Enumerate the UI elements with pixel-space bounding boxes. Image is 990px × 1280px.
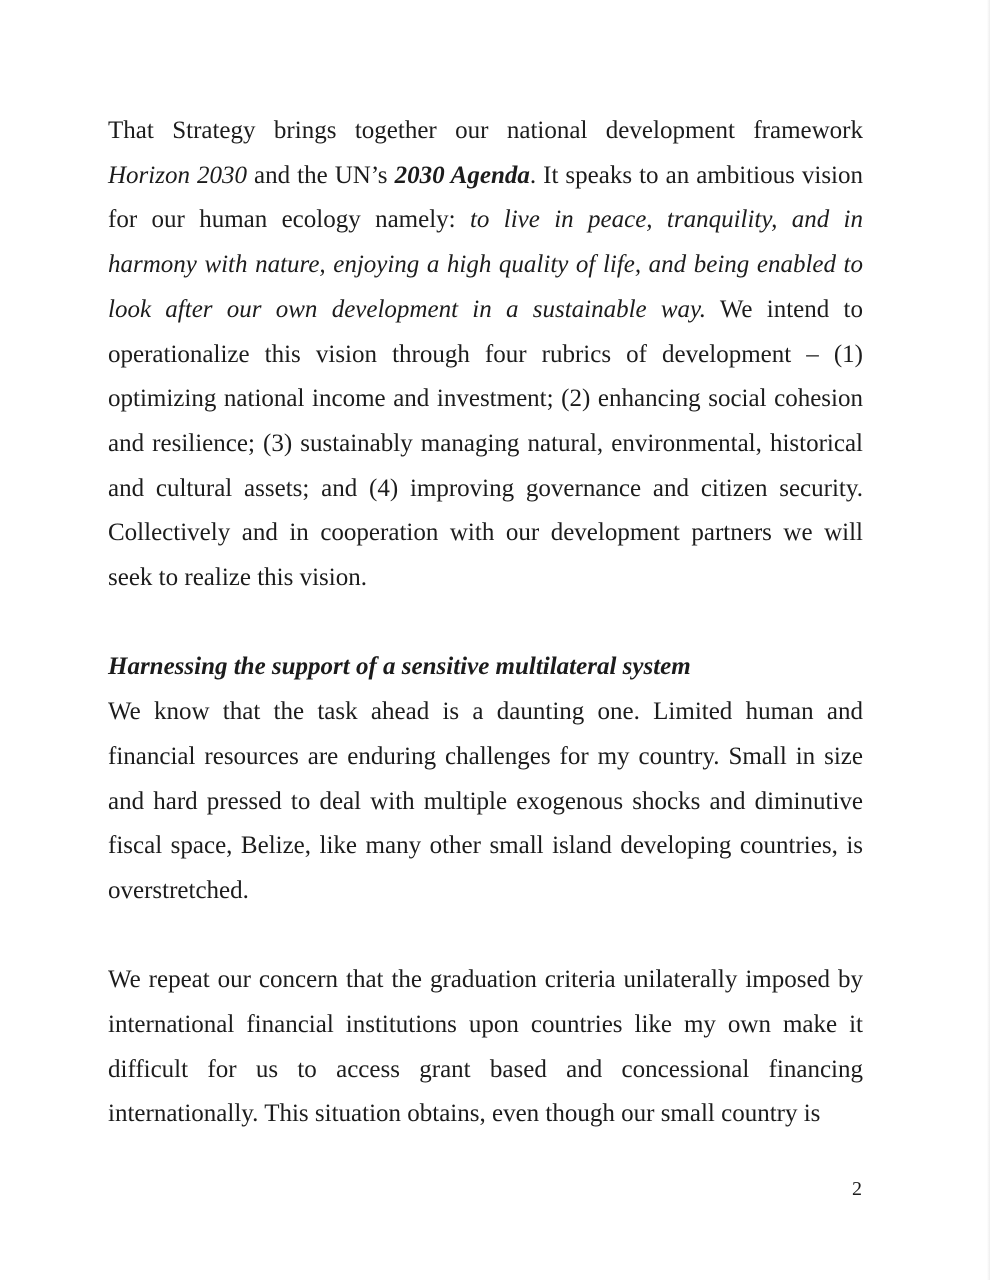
text-run: We intend to operationalize this vision through four rubrics of development – (1) optimizing national income and investment; (2) enhancing social cohesion and resilience; (3) sustainably managing natural, environmental, historical and cultural assets; and (4) improving governance and citizen security. Collectively and in cooperation with our development partners we will seek to realize this vision. bbox=[108, 295, 863, 592]
text-run: That Strategy brings together our national development framework bbox=[108, 117, 863, 144]
paragraph-gap bbox=[108, 601, 863, 646]
paragraph-daunting-task: We know that the task ahead is a daunting one. Limited human and financial resources are enduring challenges for my country. Small in size and hard pressed to deal with multiple exogenous shocks and diminutive fiscal space, Belize, like many other small island developing countries, is overstretched. bbox=[108, 698, 863, 904]
italic-run-horizon-2030: Horizon 2030 bbox=[108, 161, 247, 189]
bold-italic-run-2030-agenda: 2030 Agenda bbox=[394, 161, 530, 189]
text-run: . It speaks to an ambitious vision for our human ecology namely: bbox=[108, 161, 863, 234]
italic-run-vision-quote: to live in peace, tranquility, and in harmony with nature, enjoying a high quality of life, and being enabled to look after our own development in a sustainable way. bbox=[108, 206, 863, 323]
paragraph-strategy bbox=[108, 109, 863, 601]
page-number: 2 bbox=[852, 1178, 862, 1200]
section-heading: Harnessing the support of a sensitive multilateral system bbox=[108, 653, 691, 681]
paragraph-graduation-criteria: We repeat our concern that the graduation criteria unilaterally imposed by international financial institutions upon countries like my own make it difficult for us to access grant based and concessional financing internationally. This situation obtains, even though our small country is bbox=[108, 966, 863, 1128]
text-run: and the UN’s bbox=[247, 161, 395, 189]
body-text bbox=[108, 109, 863, 1137]
paragraph-gap bbox=[108, 914, 863, 959]
